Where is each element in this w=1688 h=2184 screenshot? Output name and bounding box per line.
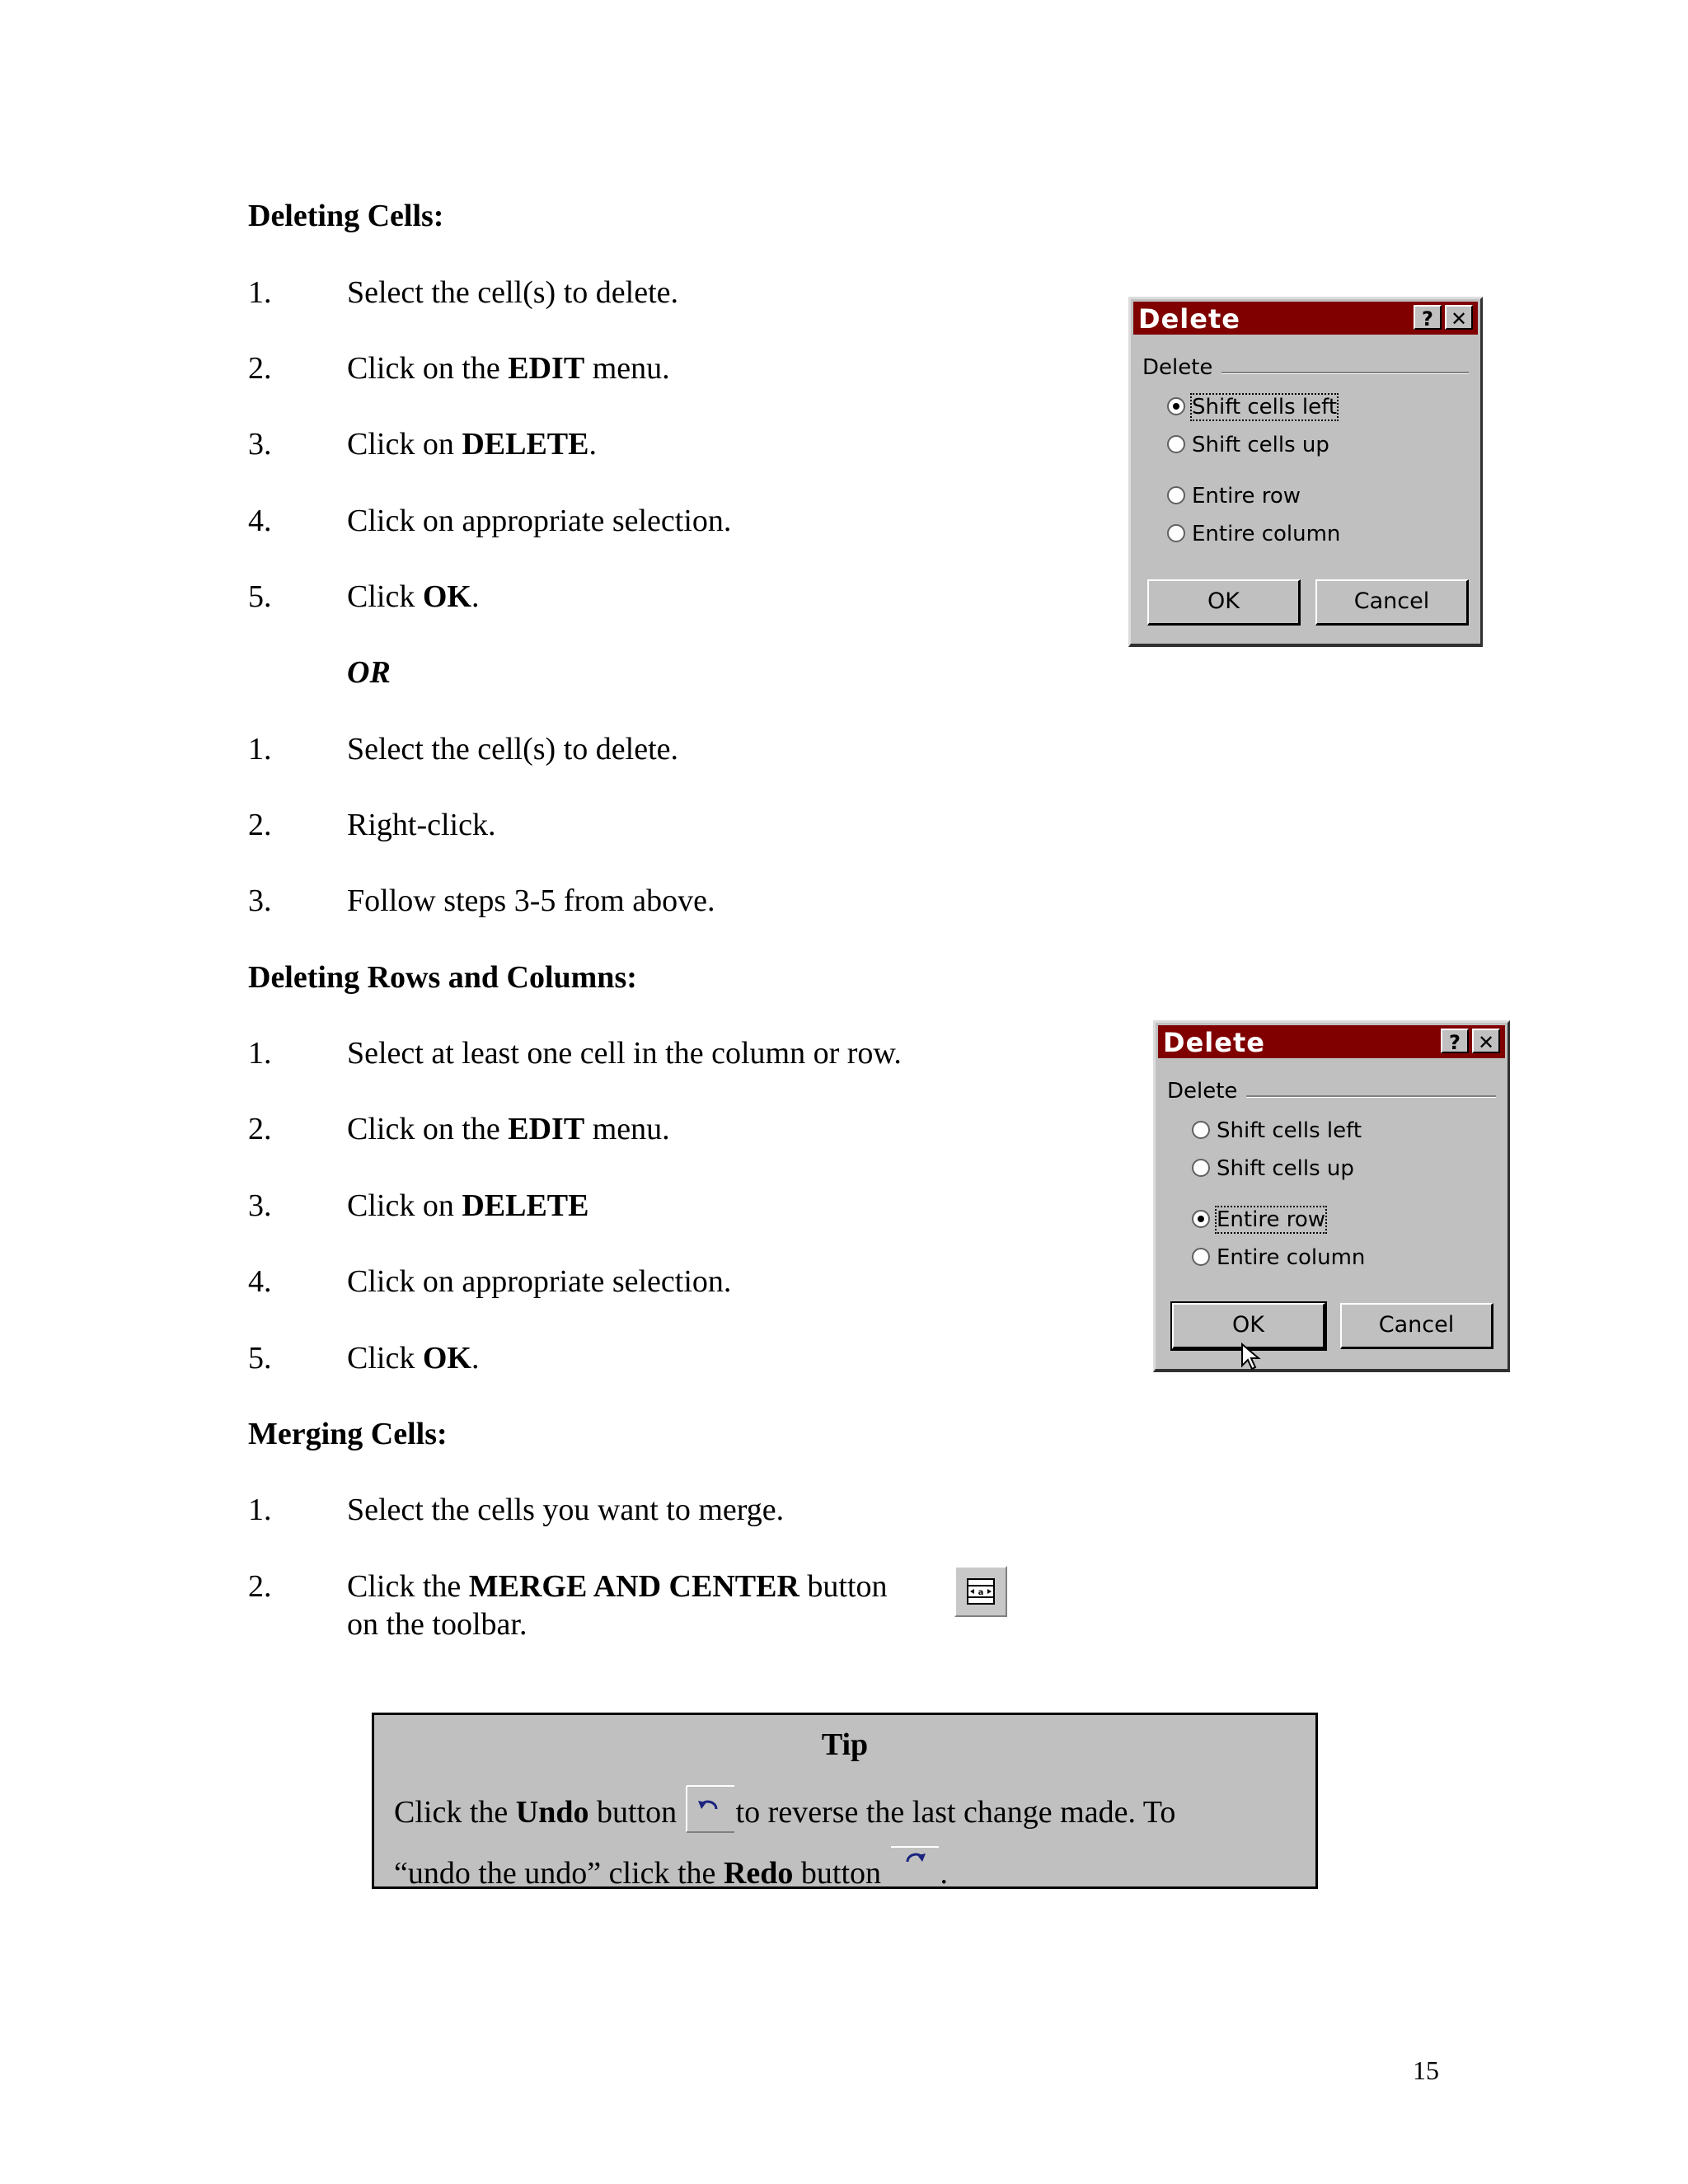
tip-line-1: Click the Undo button to reverse the last change made. To xyxy=(394,1784,1175,1834)
dialog-title: Delete xyxy=(1163,1027,1265,1058)
step-text: Click on DELETE. xyxy=(347,427,597,462)
delete-dialog-entire-row xyxy=(1153,1020,1510,1372)
ok-button[interactable]: OK xyxy=(1172,1303,1325,1349)
step-text: Click OK. xyxy=(347,1341,480,1376)
step-number: 1. xyxy=(248,1493,272,1527)
dialog-title-bar xyxy=(1158,1025,1505,1058)
step-text: Click the MERGE AND CENTER button xyxy=(347,1569,888,1604)
dialog-title-bar xyxy=(1133,302,1478,335)
step-number: 2. xyxy=(248,1112,272,1146)
cancel-button[interactable]: Cancel xyxy=(1315,579,1469,626)
cancel-button[interactable]: Cancel xyxy=(1340,1303,1493,1349)
step-text: Click on appropriate selection. xyxy=(347,1264,732,1299)
mouse-pointer-icon xyxy=(1240,1343,1264,1372)
radio-icon[interactable] xyxy=(1192,1248,1210,1266)
option-shift-cells-left[interactable]: Shift cells left xyxy=(1167,395,1337,419)
option-entire-row[interactable]: Entire row xyxy=(1167,484,1301,509)
or-label: OR xyxy=(347,655,391,690)
step-number: 5. xyxy=(248,1341,272,1376)
step-text: Click on appropriate selection. xyxy=(347,504,732,538)
group-divider xyxy=(1221,372,1469,374)
group-divider xyxy=(1246,1095,1496,1098)
step-text: Right-click. xyxy=(347,808,496,842)
heading-deleting-rows-columns: Deleting Rows and Columns: xyxy=(248,960,637,995)
svg-text:a: a xyxy=(978,1588,984,1597)
option-entire-column[interactable]: Entire column xyxy=(1192,1245,1365,1270)
step-number: 3. xyxy=(248,1188,272,1223)
radio-icon[interactable] xyxy=(1167,435,1185,453)
step-number: 4. xyxy=(248,504,272,538)
ok-button[interactable]: OK xyxy=(1147,579,1301,626)
tip-title: Tip xyxy=(821,1727,869,1762)
undo-icon[interactable] xyxy=(685,1784,736,1834)
redo-icon[interactable] xyxy=(889,1845,940,1889)
option-shift-cells-left[interactable]: Shift cells left xyxy=(1192,1118,1362,1143)
step-text: Select the cell(s) to delete. xyxy=(347,275,678,310)
option-entire-column[interactable]: Entire column xyxy=(1167,522,1340,546)
close-button[interactable]: ✕ xyxy=(1445,305,1473,330)
option-shift-cells-up[interactable]: Shift cells up xyxy=(1167,433,1329,457)
tip-box xyxy=(372,1713,1318,1889)
radio-selected-icon[interactable] xyxy=(1192,1210,1210,1228)
step-number: 5. xyxy=(248,579,272,614)
help-button[interactable]: ? xyxy=(1414,305,1442,330)
step-number: 3. xyxy=(248,427,272,462)
radio-icon[interactable] xyxy=(1192,1159,1210,1177)
merge-and-center-icon[interactable] xyxy=(954,1566,1007,1617)
step-text: Click on DELETE xyxy=(347,1188,589,1223)
step-text: Select the cell(s) to delete. xyxy=(347,732,678,766)
radio-icon[interactable] xyxy=(1167,486,1185,504)
group-label: Delete xyxy=(1142,355,1213,380)
step-text: Click on the EDIT menu. xyxy=(347,351,670,386)
radio-icon[interactable] xyxy=(1192,1121,1210,1139)
tip-line-2: “undo the undo” click the Redo button . xyxy=(394,1845,948,1889)
radio-selected-icon[interactable] xyxy=(1167,397,1185,415)
step-number: 1. xyxy=(248,275,272,310)
step-text-continued: on the toolbar. xyxy=(347,1607,528,1642)
heading-merging-cells: Merging Cells: xyxy=(248,1417,448,1451)
heading-deleting-cells: Deleting Cells: xyxy=(248,199,444,233)
delete-dialog-shift-left xyxy=(1128,297,1483,647)
group-label: Delete xyxy=(1167,1079,1238,1104)
step-number: 4. xyxy=(248,1264,272,1299)
radio-icon[interactable] xyxy=(1167,524,1185,542)
page-number: 15 xyxy=(1413,2055,1439,2085)
step-text: Click on the EDIT menu. xyxy=(347,1112,670,1146)
step-number: 1. xyxy=(248,732,272,766)
step-text: Click OK. xyxy=(347,579,480,614)
step-text: Select at least one cell in the column or row. xyxy=(347,1036,902,1071)
help-button[interactable]: ? xyxy=(1441,1029,1469,1053)
step-number: 1. xyxy=(248,1036,272,1071)
option-shift-cells-up[interactable]: Shift cells up xyxy=(1192,1156,1354,1181)
step-text: Select the cells you want to merge. xyxy=(347,1493,785,1527)
step-number: 2. xyxy=(248,1569,272,1604)
step-text: Follow steps 3-5 from above. xyxy=(347,883,715,918)
close-button[interactable]: ✕ xyxy=(1472,1029,1500,1053)
option-entire-row[interactable]: Entire row xyxy=(1192,1207,1325,1232)
step-number: 3. xyxy=(248,883,272,918)
step-number: 2. xyxy=(248,808,272,842)
step-number: 2. xyxy=(248,351,272,386)
dialog-title: Delete xyxy=(1138,303,1240,335)
